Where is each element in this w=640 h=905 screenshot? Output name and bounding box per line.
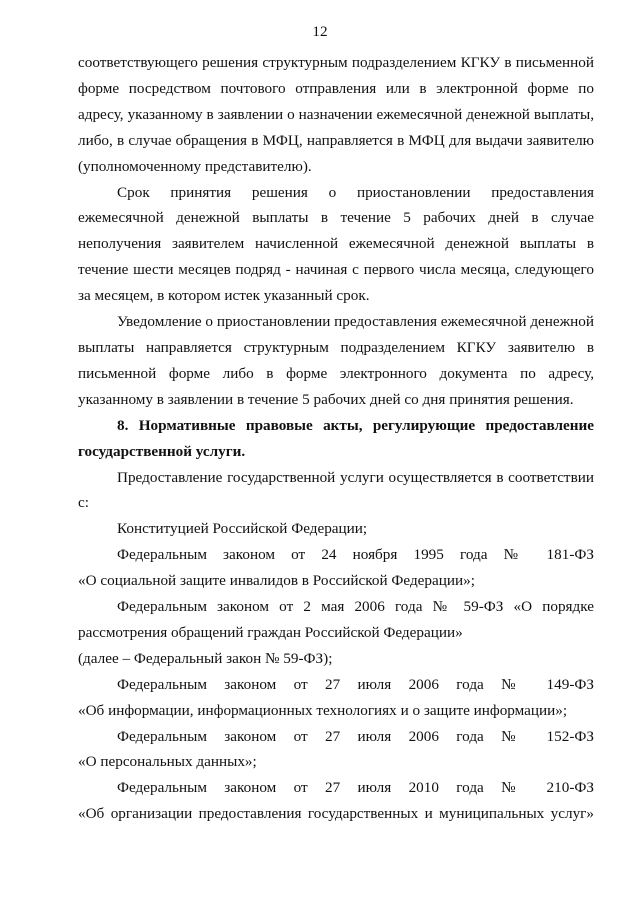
paragraph-suspension-notice: Уведомление о приостановлении предоставления ежемесячной денежной выплаты направляется структурным подразделением КГКУ заявителю в письменной форме либо в форме электронного документа по адресу, указанному в заявлении в течение 5 рабочих дней со дня принятия решения. <box>78 313 594 408</box>
page-number: 12 <box>312 23 328 40</box>
law-title: «Об организации предоставления государственных и муниципальных услуг» <box>78 805 594 823</box>
paragraph-decision-notice: соответствующего решения структурным подразделением КГКУ в письменной форме посредством почтового отправления или в электронной форме по адресу, указанному в заявлении о назначении ежемесячной денежной выплаты, либо, в случае обращения в МФЦ, направляется в МФЦ для выдачи заявителю (уполномоченному представителю). <box>78 54 594 175</box>
document-body <box>78 50 594 827</box>
law-reference: Федеральным законом от 2 мая 2006 года № 59-ФЗ «О порядке рассмотрения обращений граждан Российской Федерации» <box>78 598 594 641</box>
law-title: «Об информации, информационных технологиях и о защите информации»; <box>78 701 568 719</box>
law-title: (далее – Федеральный закон № 59-ФЗ); <box>78 649 333 667</box>
paragraph-legal-basis: Предоставление государственной услуги осуществляется в соответствии с: <box>78 468 594 512</box>
law-title: «О персональных данных»; <box>78 753 257 771</box>
paragraph-constitution: Конституцией Российской Федерации; <box>117 520 368 538</box>
law-reference: Федеральным законом от 27 июля 2006 года № 152-ФЗ <box>117 727 594 745</box>
law-reference: Федеральным законом от 24 ноября 1995 года № 181-ФЗ <box>117 546 594 564</box>
law-item <box>78 724 594 776</box>
law-item <box>78 775 594 827</box>
law-title: «О социальной защите инвалидов в Российской Федерации»; <box>78 572 475 590</box>
paragraph-suspension-term: Срок принятия решения о приостановлении предоставления ежемесячной денежной выплаты в течение 5 рабочих дней в случае неполучения заявителем начисленной ежемесячной денежной выплаты в течение шести месяцев подряд - начиная с первого числа месяца, следующего за месяцем, в котором истек указанный срок. <box>78 183 594 305</box>
law-reference: Федеральным законом от 27 июля 2010 года № 210-ФЗ <box>117 779 594 797</box>
section-heading: 8. Нормативные правовые акты, регулирующие предоставление государственной услуги. <box>78 416 594 460</box>
law-item <box>78 672 594 724</box>
law-reference: Федеральным законом от 27 июля 2006 года № 149-ФЗ <box>117 675 594 693</box>
law-item <box>78 594 594 672</box>
law-item <box>78 542 594 594</box>
